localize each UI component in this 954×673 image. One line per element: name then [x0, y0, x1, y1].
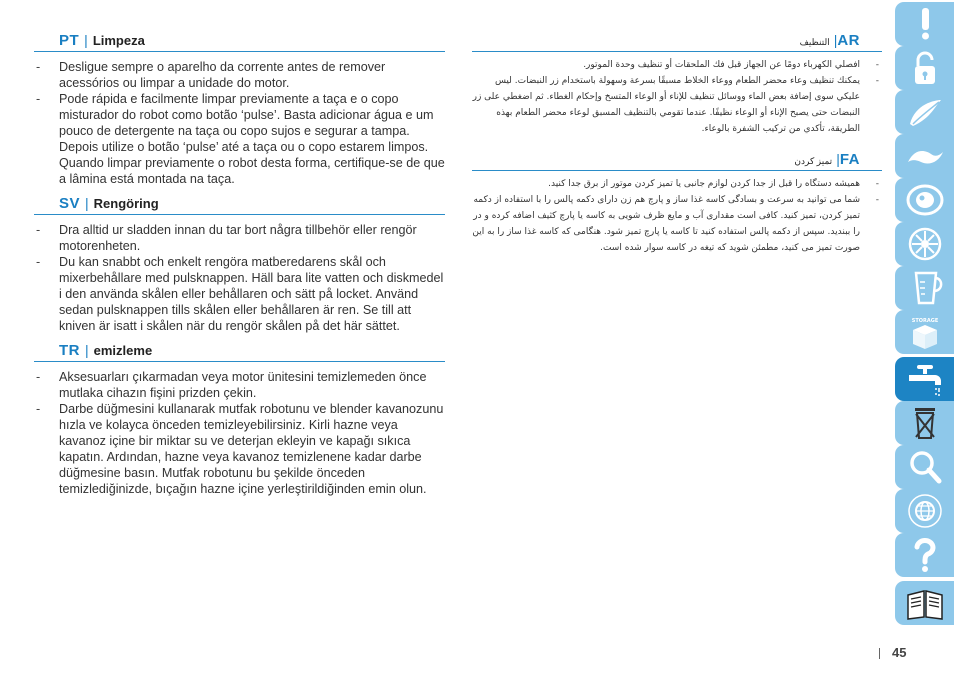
- section-header: [34, 342, 445, 362]
- page-footer: [879, 645, 906, 660]
- list-item: - Du kan snabbt och enkelt rengöra matberedarens skål och mixerbehållare med pulsknappen. Häll bara lite vatten och diskmedel i den använda skålen eller behållaren och sätt på locket. Använd sedan pulsknappen tills skålen eller behållaren är ren. Se till att kniven är isatt i skålen när du rengör skålen på det här sättet.: [34, 254, 445, 334]
- instruction-list: [472, 176, 882, 256]
- eye-icon: [905, 182, 945, 218]
- tab-accessories[interactable]: [895, 222, 954, 266]
- language-code: PT: [59, 32, 80, 49]
- section-title: emizleme: [93, 343, 153, 358]
- separator: |: [84, 32, 88, 48]
- list-item: - Darbe düğmesini kullanarak mutfak robotunu ve blender kavanozunu hızla ve kolayca önceden temizleyebilirsiniz. Kirli hazne veya kavanoz içine bir miktar su ve deterjan ekleyin ve kapağı sıkıca kapatın. Ardından, hazne veya kavanoz temizlenene kadar darbe düğmesine basın. Mutfak robotunu bu şekilde önceden temizlediğinizde, bıçağın hazne içine yerleştirildiğinden emin olun.: [34, 401, 445, 497]
- language-code: AR: [837, 32, 860, 49]
- section-title: Limpeza: [92, 33, 145, 48]
- tab-introduction[interactable]: [895, 90, 954, 134]
- tab-warning[interactable]: [895, 2, 954, 46]
- magnifier-icon: [905, 449, 945, 485]
- list-item: - Aksesuarları çıkarmadan veya motor ünitesini temizlemeden önce mutlaka cihazın fişini prizden çekin.: [34, 369, 445, 401]
- leaf-swirl-icon: [905, 94, 945, 130]
- measuring-cup-icon: [905, 270, 945, 306]
- tab-guarantee[interactable]: [895, 489, 954, 533]
- instruction-list: [472, 57, 882, 137]
- section-header: [472, 151, 882, 171]
- padlock-icon: [905, 50, 945, 86]
- tab-troubleshooting[interactable]: [895, 445, 954, 489]
- instruction-list: [34, 222, 445, 334]
- footer-separator: [879, 648, 880, 659]
- language-code: TR: [59, 342, 80, 359]
- book-icon: [905, 585, 945, 621]
- left-column: [34, 32, 445, 505]
- list-item: - شما می توانید به سرعت و بسادگی کاسه غذا ساز و پارچ هم زن دارای دکمه پالس را با استفاده از دکمه تمیز کردن، تمیز کنید. کافی است مقداری آب و مایع ظرف شویی به کاسه یا پارچ کثیف اضافه کرده و در را ببندید. سپس از دکمه پالس استفاده کنید تا کاسه یا پارچ تمیز شود. هنگامی که کاسه غذا ساز را به این صورت تمیز می کنید، مطمئن شوید که تیغه در کاسه سوار شده است.: [472, 192, 882, 256]
- gear-disc-icon: [905, 226, 945, 262]
- section-pt: [34, 32, 445, 187]
- tab-recipes[interactable]: [895, 581, 954, 625]
- list-item: - افصلي الكهرباء دومًا عن الجهاز قبل فك الملحقات أو تنظيف وحدة الموتور.: [472, 57, 882, 73]
- recycle-bin-icon: [905, 405, 945, 441]
- section-sv: [34, 195, 445, 334]
- instruction-list: [34, 369, 445, 497]
- exclamation-icon: [905, 6, 945, 42]
- list-item: - Desligue sempre o aparelho da corrente antes de remover acessórios ou limpar a unidade do motor.: [34, 59, 445, 91]
- tab-environment[interactable]: [895, 401, 954, 445]
- separator: |: [833, 32, 838, 48]
- section-ar: [472, 32, 882, 137]
- instruction-list: [34, 59, 445, 187]
- list-item: - Pode rápida e facilmente limpar previamente a taça e o copo misturador do robot como botão ‘pulse’. Basta adicionar água e um pouco de detergente na taça ou copo sujos e segurar a tampa. Depois utilize o botão ‘pulse’ até a taça ou o copo estarem limpos. Quando limpar previamente o robot desta forma, certifique-se de que a lâmina está montada na taça.: [34, 91, 445, 187]
- language-code: FA: [839, 151, 860, 168]
- chapter-sidebar: [895, 0, 954, 673]
- storage-box-icon: [905, 314, 945, 350]
- svg-text:STORAGE: STORAGE: [911, 318, 938, 324]
- section-header: [34, 195, 445, 215]
- tab-safety[interactable]: [895, 46, 954, 90]
- page-number: 45: [892, 645, 907, 660]
- question-icon: [905, 537, 945, 573]
- globe-icon: [905, 493, 945, 529]
- section-header: [472, 32, 882, 52]
- separator: |: [85, 342, 89, 358]
- faucet-icon: [905, 361, 945, 397]
- list-item: - همیشه دستگاه را قبل از جدا کردن لوازم جانبی یا تمیز کردن موتور از برق جدا کنید.: [472, 176, 882, 192]
- section-title: Rengöring: [93, 196, 159, 211]
- wave-icon: [905, 138, 945, 174]
- right-column: [472, 32, 882, 270]
- tab-general[interactable]: [895, 134, 954, 178]
- separator: |: [836, 151, 840, 167]
- section-title: تمیز کردن: [794, 156, 833, 166]
- language-code: SV: [59, 195, 81, 212]
- section-title: التنظيف: [799, 37, 830, 47]
- tab-overview[interactable]: [895, 178, 954, 222]
- tab-blender[interactable]: [895, 266, 954, 310]
- list-item: - Dra alltid ur sladden innan du tar bort några tillbehör eller rengör motorenheten.: [34, 222, 445, 254]
- separator: |: [85, 195, 89, 211]
- section-header: [34, 32, 445, 52]
- tab-storage[interactable]: [895, 310, 954, 354]
- section-fa: [472, 151, 882, 256]
- list-item: - يمكنك تنظيف وعاء محضر الطعام ووعاء الخلاط مسبقًا بسرعة وسهولة باستخدام زر النبضات. ليس عليكي سوى إضافة بعض الماء ووسائل تنظيف للإناء أو الوعاء المتسخ وإحكام الغطاء. ثم اضغطي على زر النبضات حتى يصبح الإناء أو الوعاء نظيفًا. عندما تقومي بالتنظيف المسبق لوعاء محضر الطعام بهذه الطريقة، تأكدي من تركيب الشفرة بالوعاء.: [472, 73, 882, 137]
- tab-faq[interactable]: [895, 533, 954, 577]
- section-tr: [34, 342, 445, 497]
- tab-cleaning[interactable]: [895, 357, 954, 401]
